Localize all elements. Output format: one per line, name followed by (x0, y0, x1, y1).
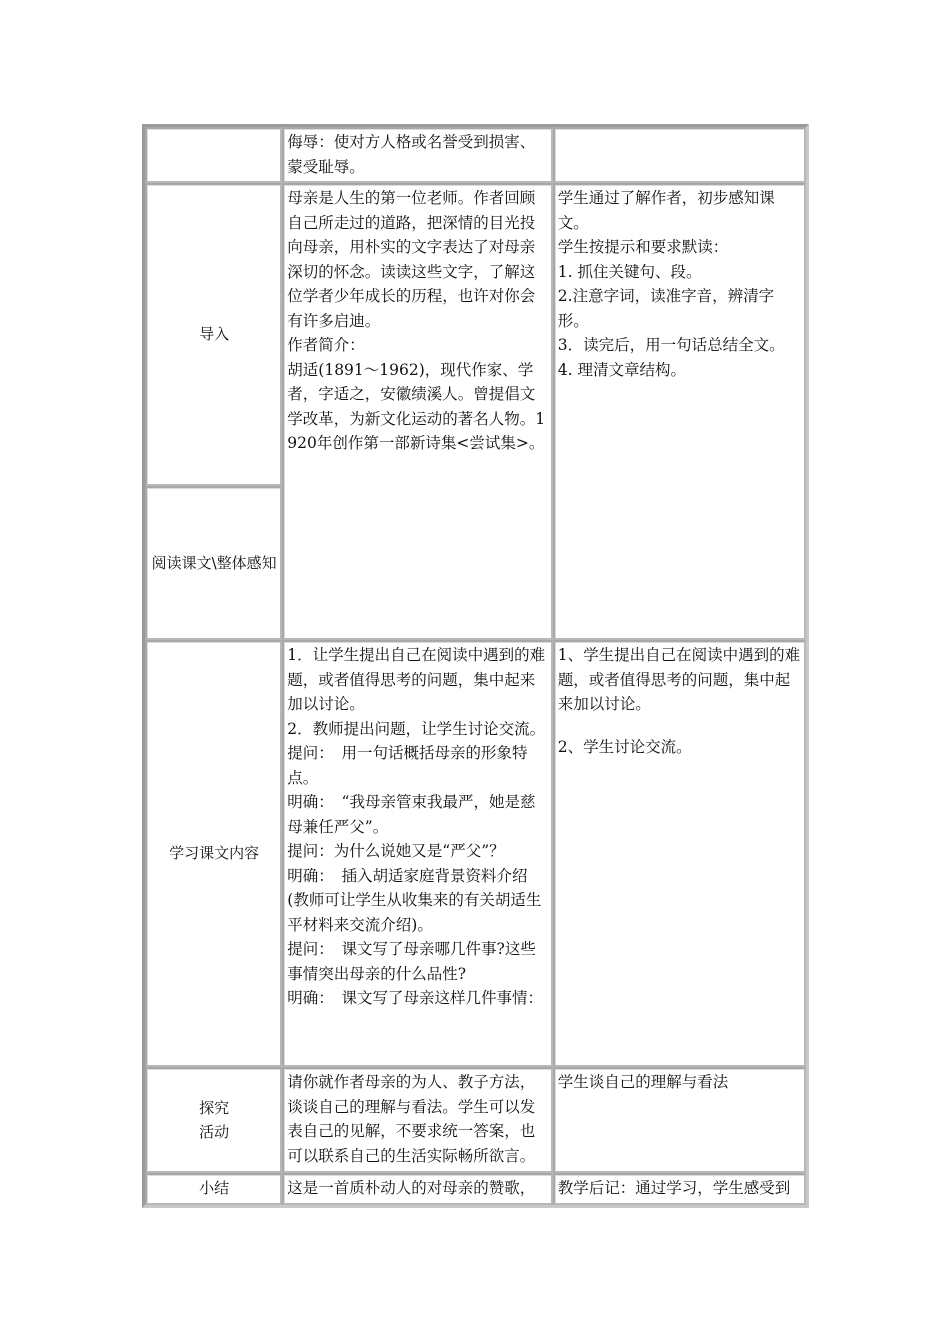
teacher-activity-cell (282, 1173, 553, 1205)
stage-cell (145, 1067, 282, 1173)
teacher-text: 这是一首质朴动人的对母亲的赞歌， (287, 1179, 536, 1197)
teacher-text: 提问： 用一句话概括母亲的形象特点。 (287, 744, 528, 787)
teacher-text: 明确： 课文写了母亲这样几件事情： (287, 989, 544, 1007)
student-text: 学生谈自己的理解与看法 (557, 1073, 729, 1091)
student-activity-cell (553, 127, 806, 183)
student-text: 3．读完后，用一句话总结全文。 (557, 336, 785, 354)
table-row (145, 127, 806, 183)
student-text: 4. 理清文章结构。 (557, 360, 686, 379)
table-row (145, 1173, 806, 1205)
lesson-plan-table (142, 124, 809, 1208)
teacher-text: 侮辱：使对方人格或名誉受到损害、蒙受耻辱。 (287, 133, 536, 176)
stage-cell: 学习课文内容 (145, 640, 282, 1067)
student-text: 学生按提示和要求默读： (557, 238, 729, 256)
teacher-text: 母亲是人生的第一位老师。作者回顾自己所走过的道路，把深情的目光投向母亲，用朴实的文字表达了对母亲深切的怀念。读读这些文字，了解这位学者少年成长的历程，也许对你会有许多启迪。 (287, 189, 536, 330)
stage-cell: 导入 (145, 183, 282, 486)
stage-label-line: 活动 (199, 1123, 230, 1141)
student-text: 教学后记：通过学习，学生感受到 (557, 1179, 791, 1197)
student-text: 1、学生提出自己在阅读中遇到的难题，或者值得思考的问题，集中起来加以讨论。 (557, 646, 801, 713)
teacher-text: 明确： “我母亲管束我最严，她是慈母兼任严父”。 (287, 793, 536, 836)
teacher-activity-cell (282, 127, 553, 183)
teacher-text: 1．让学生提出自己在阅读中遇到的难题，或者值得思考的问题，集中起来加以讨论。 (287, 646, 546, 713)
table-row (145, 1067, 806, 1173)
teacher-text: 提问： 课文写了母亲哪几件事?这些事情突出母亲的什么品性? (287, 940, 536, 983)
table-row (145, 640, 806, 1067)
stage-cell (145, 127, 282, 183)
teacher-activity-cell (282, 640, 553, 1067)
student-activity-cell (553, 640, 806, 1067)
student-activity-cell (553, 1067, 806, 1173)
stage-cell: 小结 (145, 1173, 282, 1205)
student-activity-cell (553, 1173, 806, 1205)
student-text: 2、学生讨论交流。 (557, 737, 692, 756)
teacher-text: 胡适(1891～1962)，现代作家、学者，字适之，安徽绩溪人。曾提倡文学改革，为新文化运动的著名人物。1920年创作第一部新诗集<尝试集>。 (287, 360, 546, 452)
teacher-text: 请你就作者母亲的为人、教子方法，谈谈自己的理解与看法。学生可以发表自己的见解，不要求统一答案，也可以联系自己的生活实际畅所欲言。 (287, 1073, 536, 1165)
teacher-activity-cell (282, 183, 553, 640)
student-text: 2.注意字词，读准字音，辨清字形。 (557, 287, 775, 330)
student-activity-cell (553, 183, 806, 640)
stage-cell: 阅读课文\整体感知 (145, 486, 282, 640)
teacher-text: 作者简介： (287, 336, 365, 354)
teacher-text: 提问：为什么说她又是“严父”？ (287, 842, 505, 860)
table-row (145, 183, 806, 486)
student-text: 1. 抓住关键句、段。 (557, 262, 702, 281)
teacher-activity-cell (282, 1067, 553, 1173)
teacher-text: 2．教师提出问题，让学生讨论交流。 (287, 719, 546, 738)
stage-label-line: 探究 (199, 1098, 230, 1117)
student-text: 学生通过了解作者，初步感知课文。 (557, 189, 775, 232)
teacher-text: 明确： 插入胡适家庭背景资料介绍(教师可让学生从收集来的有关胡适生平材料来交流介绍)。 (287, 866, 542, 934)
spacer (558, 717, 802, 735)
